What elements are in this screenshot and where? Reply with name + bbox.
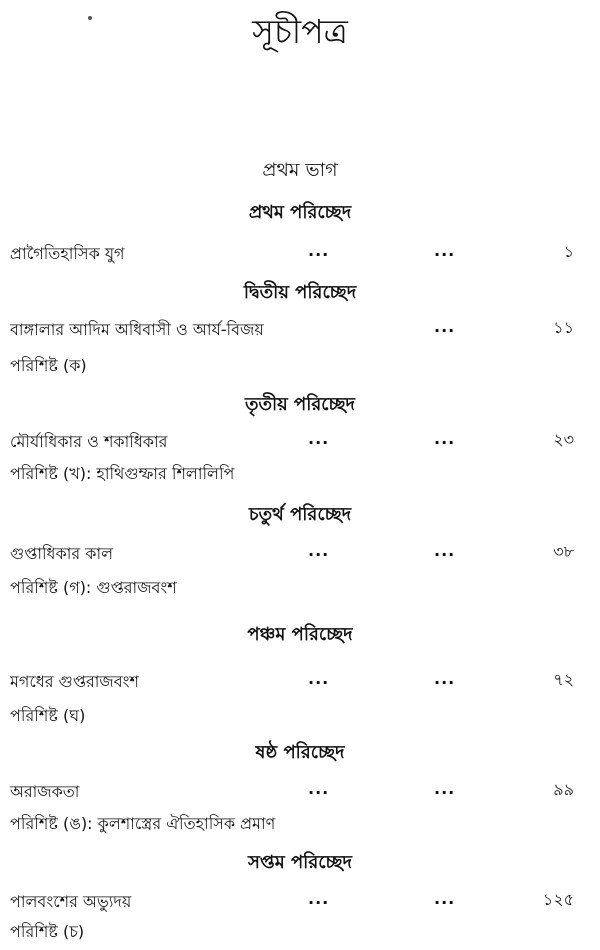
chapter-heading: তৃতীয় পরিচ্ছেদ [244,394,356,415]
toc-entry[interactable] [0,888,600,916]
leader-dots: ... [434,779,456,798]
leader-dots: ... [308,541,330,560]
chapter-heading: সপ্তম পরিচ্ছেদ [248,852,352,873]
page-number: ৯৯ [553,780,574,799]
toc-entry[interactable] [0,316,600,344]
entry-title: গুপ্তাধিকার কাল [10,544,114,563]
toc-entry[interactable] [0,778,600,806]
page-number: ১২৫ [542,890,574,909]
leader-dots: ... [434,317,456,336]
chapter-heading: চতুর্থ পরিচ্ছেদ [248,504,352,525]
page-number: ১ [563,242,574,261]
leader-dots: ... [434,241,456,260]
appendix-entry[interactable]: পরিশিষ্ট (খ): হাথিগুম্ফার শিলালিপি [10,464,235,483]
leader-dots: ... [308,429,330,448]
leader-dots: ... [308,889,330,908]
leader-dots: ... [308,241,330,260]
leader-dots: ... [434,669,456,688]
appendix-entry[interactable]: পরিশিষ্ট (ঘ) [10,706,86,725]
entry-title: মৌর্যাধিকার ও শকাধিকার [10,432,168,451]
part-title: প্রথম ভাগ [262,159,338,181]
leader-dots: ... [308,779,330,798]
page-number: ৭২ [553,670,574,689]
leader-dots: ... [434,541,456,560]
leader-dots: ... [434,429,456,448]
leader-dots: ... [308,669,330,688]
chapter-heading: ষষ্ঠ পরিচ্ছেদ [255,742,345,763]
chapter-heading: পঞ্চম পরিচ্ছেদ [247,624,353,645]
entry-title: বাঙ্গালার আদিম অধিবাসী ও আর্য-বিজয় [10,320,264,339]
entry-title: অরাজকতা [10,782,80,801]
toc-entry[interactable] [0,540,600,568]
toc-entry[interactable] [0,668,600,696]
page-number: ১১ [553,318,574,337]
page-title: সূচীপত্র [252,12,348,51]
appendix-entry[interactable]: পরিশিষ্ট (গ): গুপ্তরাজবংশ [10,578,177,597]
entry-title: প্রাগৈতিহাসিক যুগ [10,244,125,263]
page-number: ২৩ [553,430,574,449]
appendix-entry[interactable]: পরিশিষ্ট (ক) [10,356,87,375]
leader-dots: ... [434,889,456,908]
toc-entry[interactable] [0,240,600,268]
page-number: ৩৮ [553,542,574,561]
entry-title: পালবংশের অভ্যুদয় [10,892,132,911]
appendix-entry[interactable]: পরিশিষ্ট (চ) [10,922,85,941]
chapter-heading: প্রথম পরিচ্ছেদ [248,202,352,223]
chapter-heading: দ্বিতীয় পরিচ্ছেদ [243,282,357,303]
entry-title: মগধের গুপ্তরাজবংশ [10,672,140,691]
appendix-entry[interactable]: পরিশিষ্ট (ঙ): কুলশাস্ত্রের ঐতিহাসিক প্রমাণ [10,814,276,833]
toc-entry[interactable] [0,428,600,456]
